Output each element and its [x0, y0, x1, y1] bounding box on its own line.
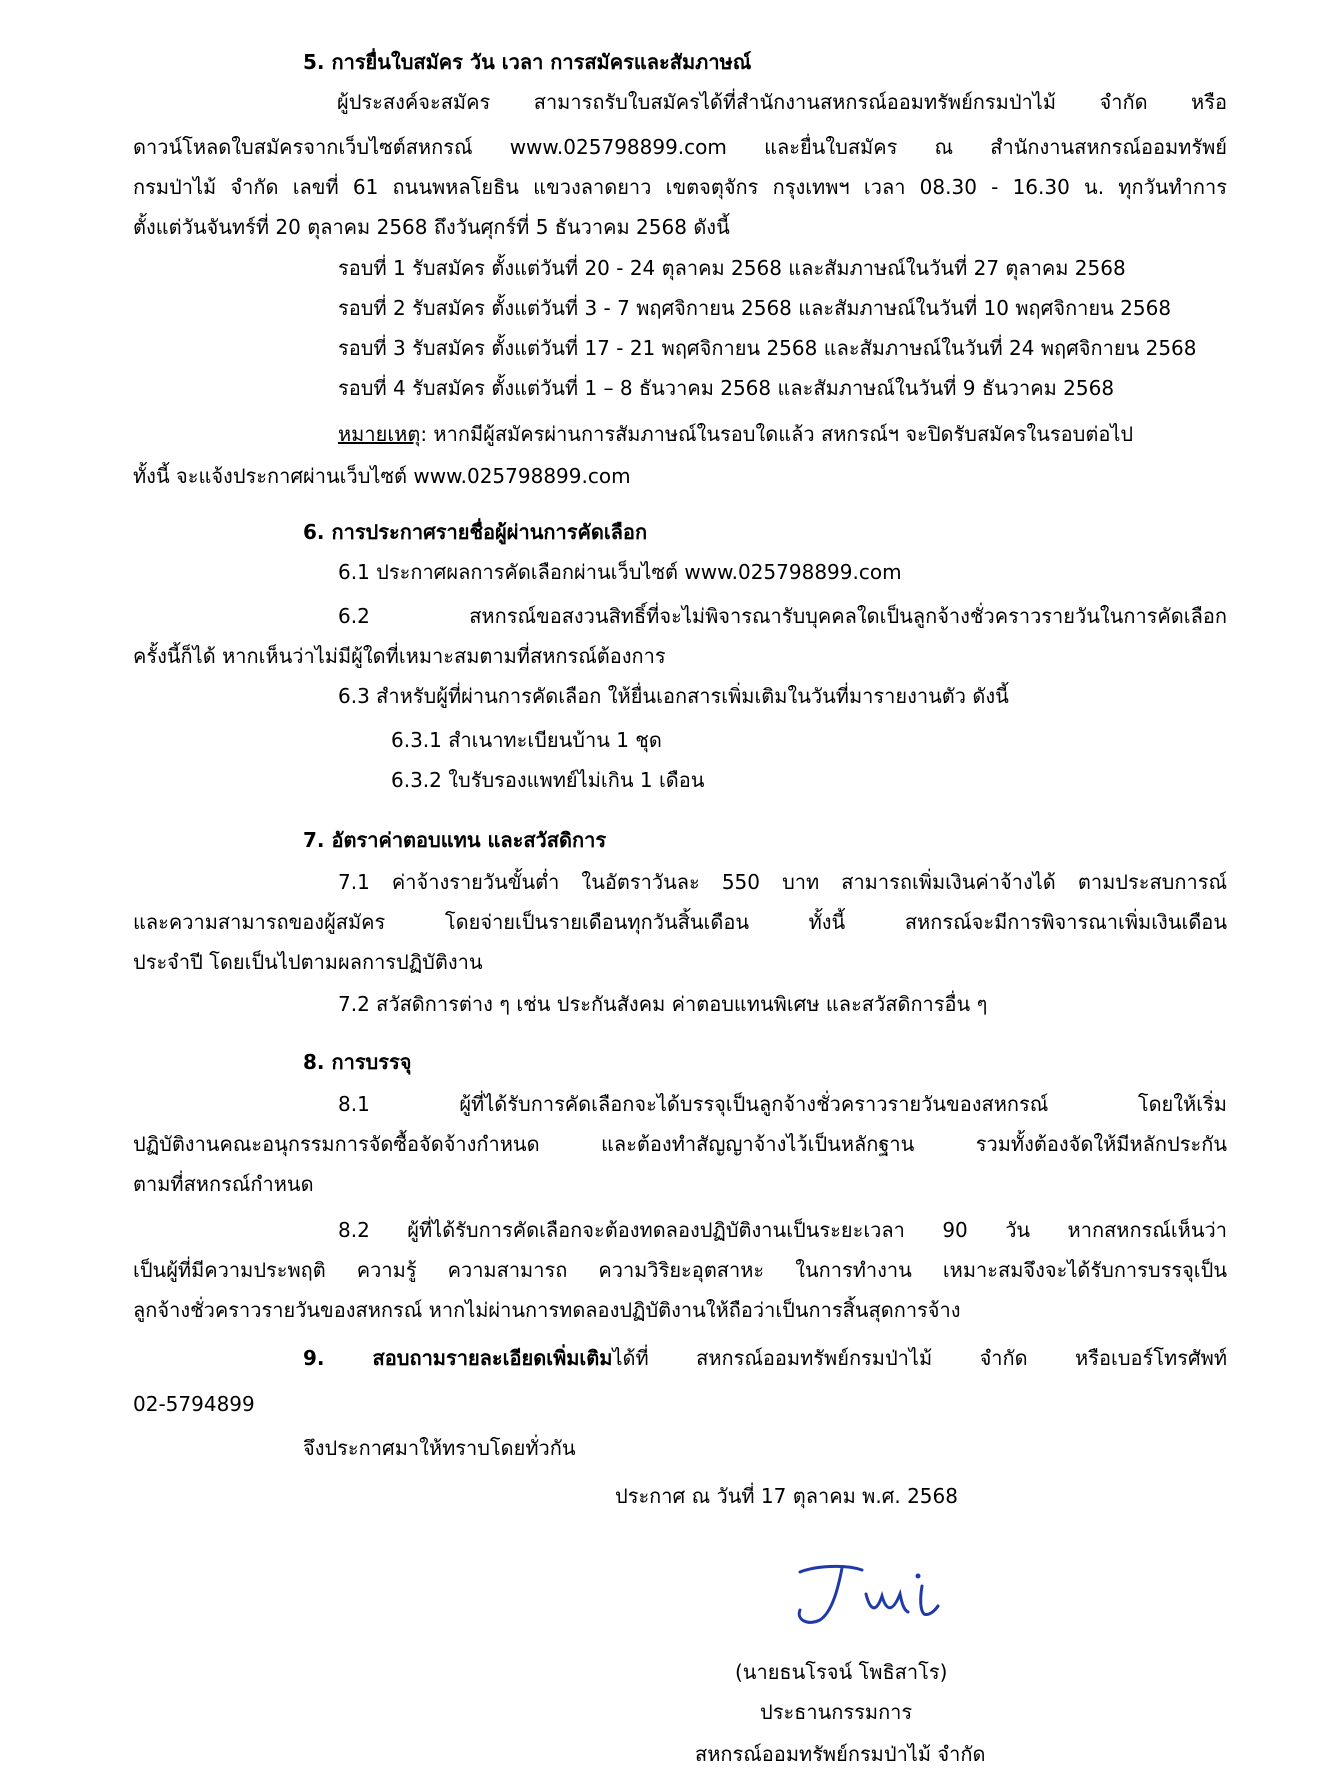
section-5-heading: 5. การยื่นใบสมัคร วัน เวลา การสมัครและสัมภาษณ์	[303, 50, 752, 74]
note-text: : หากมีผู้สมัครผ่านการสัมภาษณ์ในรอบใดแล้ว สหกรณ์ฯ จะปิดรับสมัครในรอบต่อไป	[420, 422, 1134, 446]
signer-title: ประธานกรรมการ	[760, 1700, 913, 1724]
section-7-heading: 7. อัตราค่าตอบแทน และสวัสดิการ	[303, 828, 607, 852]
note-line	[338, 422, 1133, 447]
section-5-paragraph-line-2: ดาวน์โหลดใบสมัครจากเว็บไซต์สหกรณ์ www.025798899.com และยื่นใบสมัคร ณ สำนักงานสหกรณ์ออมทรัพย์	[133, 135, 1227, 159]
item-7-1-line-1: 7.1 ค่าจ้างรายวันขั้นต่ำ ในอัตราวันละ 550 บาท สามารถเพิ่มเงินค่าจ้างได้ ตามประสบการณ์	[338, 870, 1227, 894]
section-5-paragraph-line-3: กรมป่าไม้ จำกัด เลขที่ 61 ถนนพหลโยธิน แขวงลาดยาว เขตจตุจักร กรุงเทพฯ เวลา 08.30 - 16.30 น. ทุกวันทำการ	[133, 175, 1227, 199]
item-6-2-line-2: ครั้งนี้ก็ได้ หากเห็นว่าไม่มีผู้ใดที่เหมาะสมตามที่สหกรณ์ต้องการ	[133, 644, 666, 668]
item-8-1-line-3: ตามที่สหกรณ์กำหนด	[133, 1172, 314, 1196]
item-8-2-line-2: เป็นผู้ที่มีความประพฤติ ความรู้ ความสามารถ ความวิริยะอุตสาหะ ในการทำงาน เหมาะสมจึงจะได้รับการบรรจุเป็น	[133, 1258, 1227, 1282]
section-9-line	[133, 1346, 1227, 1371]
closing-announcement: จึงประกาศมาให้ทราบโดยทั่วกัน	[303, 1436, 576, 1460]
round-2: รอบที่ 2 รับสมัคร ตั้งแต่วันที่ 3 - 7 พฤศจิกายน 2568 และสัมภาษณ์ในวันที่ 10 พฤศจิกายน 2568	[338, 296, 1172, 320]
signer-organization: สหกรณ์ออมทรัพย์กรมป่าไม้ จำกัด	[695, 1742, 986, 1766]
section-9-phone: 02-5794899	[133, 1392, 255, 1416]
item-6-3-2: 6.3.2 ใบรับรองแพทย์ไม่เกิน 1 เดือน	[391, 768, 705, 792]
item-8-1-line-1: 8.1 ผู้ที่ได้รับการคัดเลือกจะได้บรรจุเป็นลูกจ้างชั่วคราวรายวันของสหกรณ์ โดยให้เริ่ม	[338, 1092, 1227, 1116]
item-7-1-line-3: ประจำปี โดยเป็นไปตามผลการปฏิบัติงาน	[133, 950, 483, 974]
item-8-1-line-2: ปฏิบัติงานคณะอนุกรรมการจัดซื้อจัดจ้างกำหนด และต้องทำสัญญาจ้างไว้เป็นหลักฐาน รวมทั้งต้องจัดให้มีหลักประกัน	[133, 1132, 1227, 1156]
section-5-paragraph-line-4: ตั้งแต่วันจันทร์ที่ 20 ตุลาคม 2568 ถึงวันศุกร์ที่ 5 ธันวาคม 2568 ดังนี้	[133, 215, 730, 239]
section-6-heading: 6. การประกาศรายชื่อผู้ผ่านการคัดเลือก	[303, 520, 648, 544]
note-line-2: ทั้งนี้ จะแจ้งประกาศผ่านเว็บไซต์ www.025798899.com	[133, 464, 631, 488]
item-6-3: 6.3 สำหรับผู้ที่ผ่านการคัดเลือก ให้ยื่นเอกสารเพิ่มเติมในวันที่มารายงานตัว ดังนี้	[338, 684, 1009, 708]
item-7-2: 7.2 สวัสดิการต่าง ๆ เช่น ประกันสังคม ค่าตอบแทนพิเศษ และสวัสดิการอื่น ๆ	[338, 992, 988, 1016]
item-8-2-line-3: ลูกจ้างชั่วคราวรายวันของสหกรณ์ หากไม่ผ่านการทดลองปฏิบัติงานให้ถือว่าเป็นการสิ้นสุดการจ้าง	[133, 1298, 961, 1322]
note-label: หมายเหตุ	[338, 422, 421, 446]
round-3: รอบที่ 3 รับสมัคร ตั้งแต่วันที่ 17 - 21 พฤศจิกายน 2568 และสัมภาษณ์ในวันที่ 24 พฤศจิกายน 2568	[338, 336, 1197, 360]
item-6-1: 6.1 ประกาศผลการคัดเลือกผ่านเว็บไซต์ www.025798899.com	[338, 560, 902, 584]
section-9-heading: 9. สอบถามรายละเอียดเพิ่มเติม	[303, 1346, 613, 1370]
round-1: รอบที่ 1 รับสมัคร ตั้งแต่วันที่ 20 - 24 ตุลาคม 2568 และสัมภาษณ์ในวันที่ 27 ตุลาคม 2568	[338, 256, 1126, 280]
item-6-3-1: 6.3.1 สำเนาทะเบียนบ้าน 1 ชุด	[391, 728, 662, 752]
section-5-paragraph-line-1: ผู้ประสงค์จะสมัคร สามารถรับใบสมัครได้ที่สำนักงานสหกรณ์ออมทรัพย์กรมป่าไม้ จำกัด หรือ	[337, 90, 1227, 114]
item-6-2-line-1: 6.2 สหกรณ์ขอสงวนสิทธิ์ที่จะไม่พิจารณารับบุคคลใดเป็นลูกจ้างชั่วคราวรายวันในการคัดเลือก	[338, 604, 1227, 628]
signature-image	[770, 1554, 960, 1634]
round-4: รอบที่ 4 รับสมัคร ตั้งแต่วันที่ 1 – 8 ธันวาคม 2568 และสัมภาษณ์ในวันที่ 9 ธันวาคม 2568	[338, 376, 1115, 400]
announcement-date: ประกาศ ณ วันที่ 17 ตุลาคม พ.ศ. 2568	[615, 1484, 958, 1508]
item-7-1-line-2: และความสามารถของผู้สมัคร โดยจ่ายเป็นรายเดือนทุกวันสิ้นเดือน ทั้งนี้ สหกรณ์จะมีการพิจารณาเพิ่มเงินเดือน	[133, 910, 1227, 934]
section-9-heading-rest: ได้ที่ สหกรณ์ออมทรัพย์กรมป่าไม้ จำกัด หรือเบอร์โทรศัพท์	[612, 1346, 1228, 1370]
signer-name: (นายธนโรจน์ โพธิสาโร)	[735, 1660, 948, 1684]
section-8-heading: 8. การบรรจุ	[303, 1050, 412, 1074]
item-8-2-line-1: 8.2 ผู้ที่ได้รับการคัดเลือกจะต้องทดลองปฏิบัติงานเป็นระยะเวลา 90 วัน หากสหกรณ์เห็นว่า	[338, 1218, 1227, 1242]
